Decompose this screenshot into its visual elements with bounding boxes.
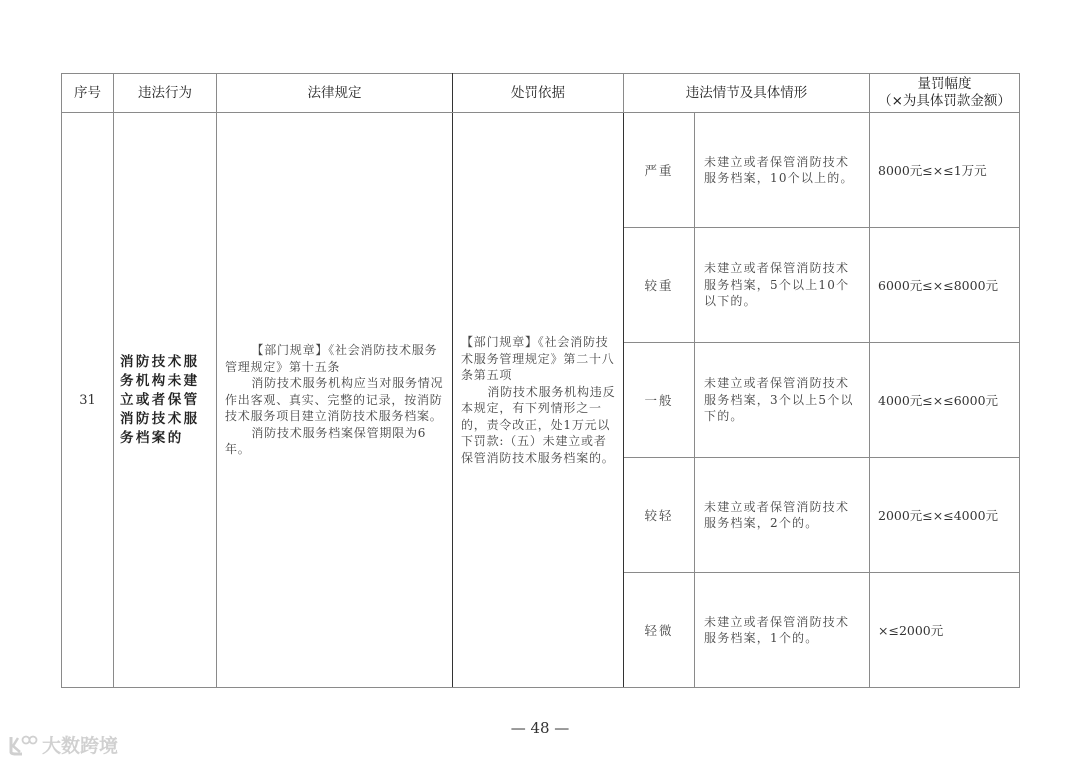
rule-para-1: 【部门规章】《社会消防技术服务管理规定》第十五条 [225, 343, 438, 374]
seq-cell: 31 [62, 113, 114, 688]
watermark [8, 731, 118, 758]
page-number: — 48 — [510, 719, 570, 737]
range-cell: ×≤2000元 [870, 573, 1020, 688]
header-seq: 序号 [62, 74, 114, 113]
header-range-title: 量罚幅度 [917, 76, 972, 92]
header-range [870, 74, 1020, 113]
desc-cell: 未建立或者保管消防技术服务档案，1个的。 [695, 573, 870, 688]
level-cell: 轻微 [624, 573, 695, 688]
level-cell: 一般 [624, 343, 695, 458]
desc-cell: 未建立或者保管消防技术服务档案，10个以上的。 [695, 113, 870, 228]
level-cell: 较轻 [624, 458, 695, 573]
header-act: 违法行为 [114, 74, 217, 113]
basis-para-2: 消防技术服务机构违反本规定，有下列情形之一的，责令改正，处1万元以下罚款:（五）未建立或者保管消防技术服务档案的。 [461, 384, 616, 465]
level-cell: 较重 [624, 228, 695, 343]
desc-cell: 未建立或者保管消防技术服务档案，3个以上5个以下的。 [695, 343, 870, 458]
header-basis: 处罚依据 [453, 74, 624, 113]
range-cell: 4000元≤×≤6000元 [870, 343, 1020, 458]
basis-para-1: 【部门规章】《社会消防技术服务管理规定》第二十八条第五项 [461, 335, 615, 382]
watermark-text: 大数跨境 [42, 735, 119, 757]
range-cell: 2000元≤×≤4000元 [870, 458, 1020, 573]
desc-cell: 未建立或者保管消防技术服务档案，2个的。 [695, 458, 870, 573]
header-row [62, 74, 1020, 113]
header-detail: 违法情节及具体情形 [624, 74, 870, 113]
act-cell: 消防技术服务机构未建立或者保管消防技术服务档案的 [114, 113, 217, 688]
brand-logo-icon [8, 734, 38, 756]
header-rule: 法律规定 [217, 74, 453, 113]
rule-cell [217, 113, 453, 688]
level-cell: 严重 [624, 113, 695, 228]
rule-para-2: 消防技术服务机构应当对服务情况作出客观、真实、完整的记录，按消防技术服务项目建立消防技术服务档案。 [225, 376, 444, 424]
header-range-note: （×为具体罚款金额） [878, 93, 1011, 109]
range-cell: 6000元≤×≤8000元 [870, 228, 1020, 343]
basis-cell [453, 113, 624, 688]
desc-cell: 未建立或者保管消防技术服务档案，5个以上10个以下的。 [695, 228, 870, 343]
table-row [62, 113, 1020, 228]
penalty-table [61, 73, 1020, 688]
rule-para-3: 消防技术服务档案保管期限为6年。 [225, 425, 427, 457]
range-cell: 8000元≤×≤1万元 [870, 113, 1020, 228]
